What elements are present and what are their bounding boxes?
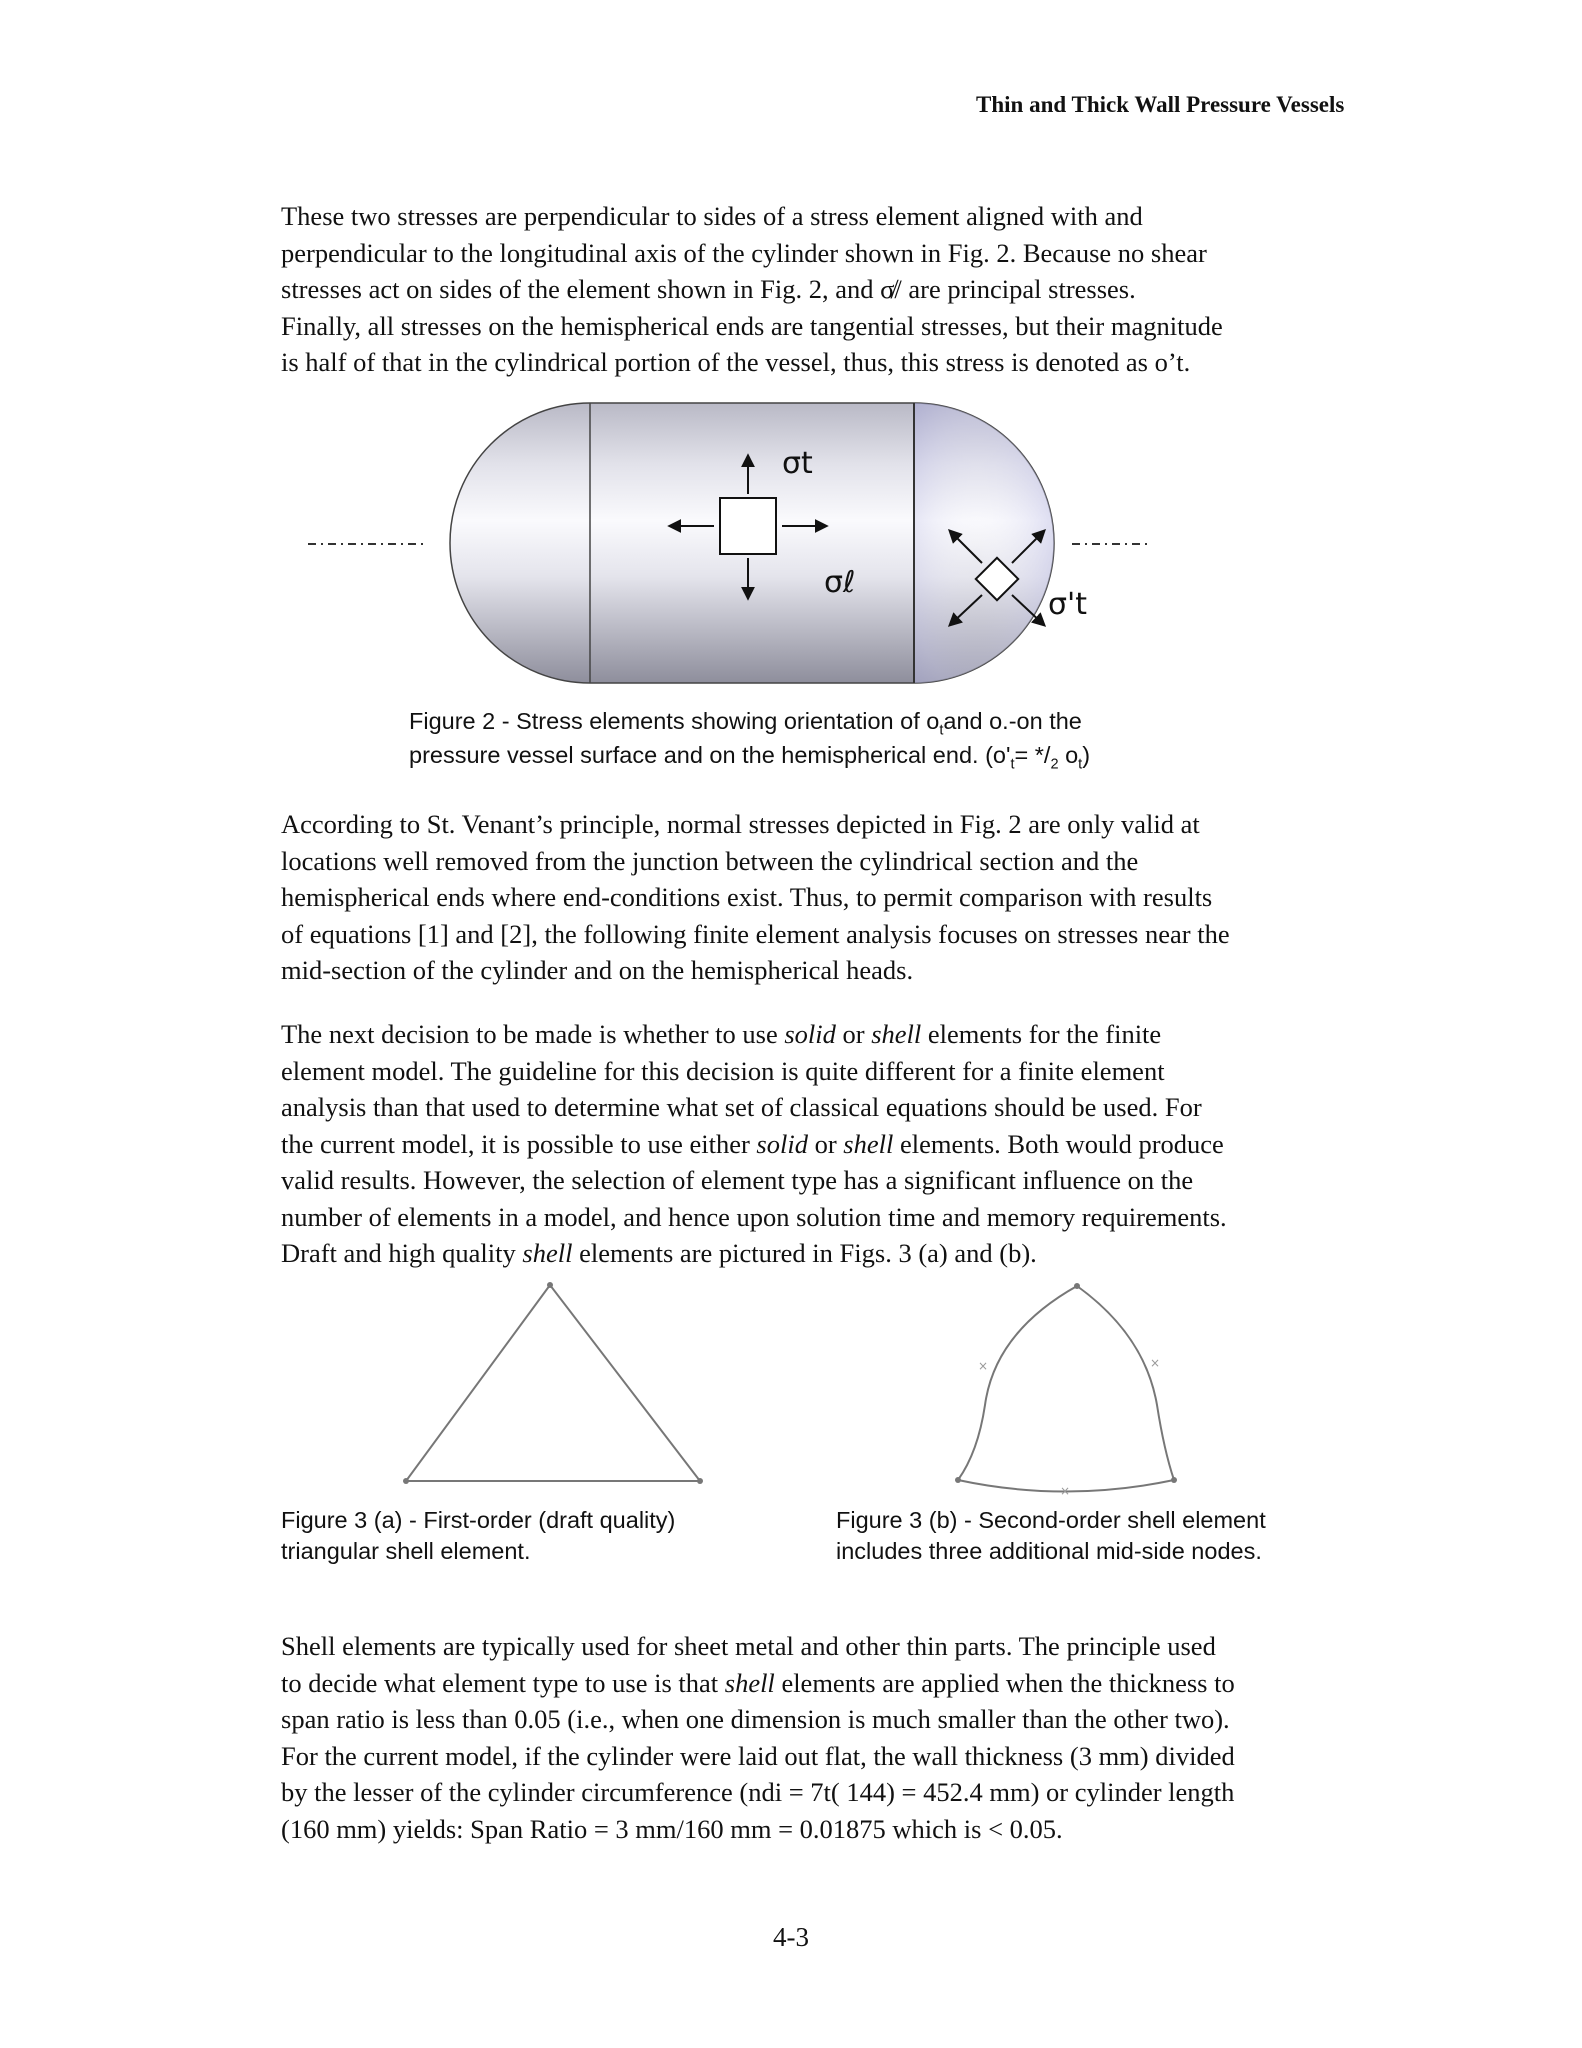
text-line: hemispherical ends where end-conditions exist. Thus, to permit comparison with results: [281, 882, 1213, 912]
text-line: of equations [1] and [2], the following finite element analysis focuses on stresses near the: [281, 918, 1230, 949]
figure-3b-caption: [836, 1505, 1266, 1567]
text-line: stresses act on sides of the element shown in Fig. 2, and σ̸/ are principal stresses.: [281, 274, 1136, 304]
corner-node: [403, 1478, 409, 1484]
running-header: Thin and Thick Wall Pressure Vessels: [976, 92, 1345, 117]
corner-node: [1074, 1283, 1080, 1289]
corner-node: [955, 1477, 961, 1483]
curved-edge-right: [1077, 1286, 1174, 1480]
midside-node: ×: [978, 1359, 989, 1373]
text-line: The next decision to be made is whether to use solid or shell elements for the finite: [281, 1019, 1162, 1049]
midside-node: ×: [1060, 1484, 1071, 1498]
corner-node: [697, 1478, 703, 1484]
figure-3a-triangle-element: [398, 1280, 718, 1490]
caption-line: Figure 2 - Stress elements showing orientation of $o_tand$ o.-on the: [409, 708, 1082, 739]
figure-2-pressure-vessel: [300, 398, 1150, 688]
label-sigma-t: σt: [782, 446, 813, 481]
text-line: locations well removed from the junction between the cylindrical section and the: [281, 845, 1139, 876]
text-line: by the lesser of the cylinder circumference (ndi = 7t( 144) = 452.4 mm) or cylinder length: [281, 1777, 1235, 1807]
figure-3b-curved-element: [950, 1280, 1190, 1498]
text-line: is half of that in the cylindrical portion of the vessel, thus, this stress is denoted as o’t.: [281, 347, 1191, 377]
text-line: According to St. Venant’s principle, normal stresses depicted in Fig. 2 are only valid at: [281, 809, 1200, 839]
text-line: mid-section of the cylinder and on the hemispherical heads.: [281, 955, 914, 985]
text-line: These two stresses are perpendicular to sides of a stress element aligned with and: [281, 201, 1143, 231]
corner-node: [547, 1282, 553, 1288]
text-line: perpendicular to the longitudinal axis of the cylinder shown in Fig. 2. Because no shear: [281, 237, 1207, 268]
text-line: number of elements in a model, and hence upon solution time and memory requirements.: [281, 1201, 1227, 1232]
text-line: valid results. However, the selection of element type has a significant influence on the: [281, 1165, 1194, 1195]
text-line: element model. The guideline for this decision is quite different for a finite element: [281, 1055, 1165, 1086]
text-line: the current model, it is possible to use either solid or shell elements. Both would produce: [281, 1128, 1224, 1159]
text-line: to decide what element type to use is that shell elements are applied when the thickness to: [281, 1667, 1235, 1698]
midside-node: ×: [1150, 1356, 1161, 1370]
label-sigma-prime-t: σ't: [1048, 587, 1088, 622]
label-sigma-l: σℓ: [824, 565, 856, 600]
caption-line: includes three additional mid-side nodes.: [836, 1538, 1262, 1564]
figure-3a-caption: [281, 1505, 675, 1567]
text-line: Shell elements are typically used for sheet metal and other thin parts. The principle used: [281, 1631, 1216, 1661]
paragraph-st-venant: [281, 806, 1321, 989]
caption-line: pressure vessel surface and on the hemispherical end. ($o'_t= */_2$ $o_t$): [409, 742, 1091, 773]
paragraph-span-ratio: [281, 1628, 1321, 1847]
page-number: 4-3: [773, 1922, 809, 1952]
paragraph-principal-stresses: [281, 198, 1321, 381]
curved-edge-left: [958, 1286, 1077, 1480]
triangle-outline: [406, 1285, 700, 1481]
figure-2-caption: [409, 704, 1090, 772]
paragraph-element-choice: [281, 1016, 1321, 1272]
caption-line: triangular shell element.: [281, 1538, 531, 1564]
text-line: span ratio is less than 0.05 (i.e., when one dimension is much smaller than the other two).: [281, 1704, 1230, 1734]
corner-node: [1171, 1477, 1177, 1483]
text-line: Finally, all stresses on the hemispherical ends are tangential stresses, but their magnitude: [281, 310, 1223, 341]
text-line: Draft and high quality shell elements are pictured in Figs. 3 (a) and (b).: [281, 1238, 1037, 1268]
caption-line: Figure 3 (b) - Second-order shell element: [836, 1507, 1266, 1533]
text-line: (160 mm) yields: Span Ratio = 3 mm/160 mm = 0.01875 which is < 0.05.: [281, 1813, 1063, 1844]
text-line: analysis than that used to determine what set of classical equations should be used. For: [281, 1092, 1202, 1122]
caption-line: Figure 3 (a) - First-order (draft quality): [281, 1507, 676, 1533]
text-line: For the current model, if the cylinder were laid out flat, the wall thickness (3 mm) divided: [281, 1740, 1235, 1771]
